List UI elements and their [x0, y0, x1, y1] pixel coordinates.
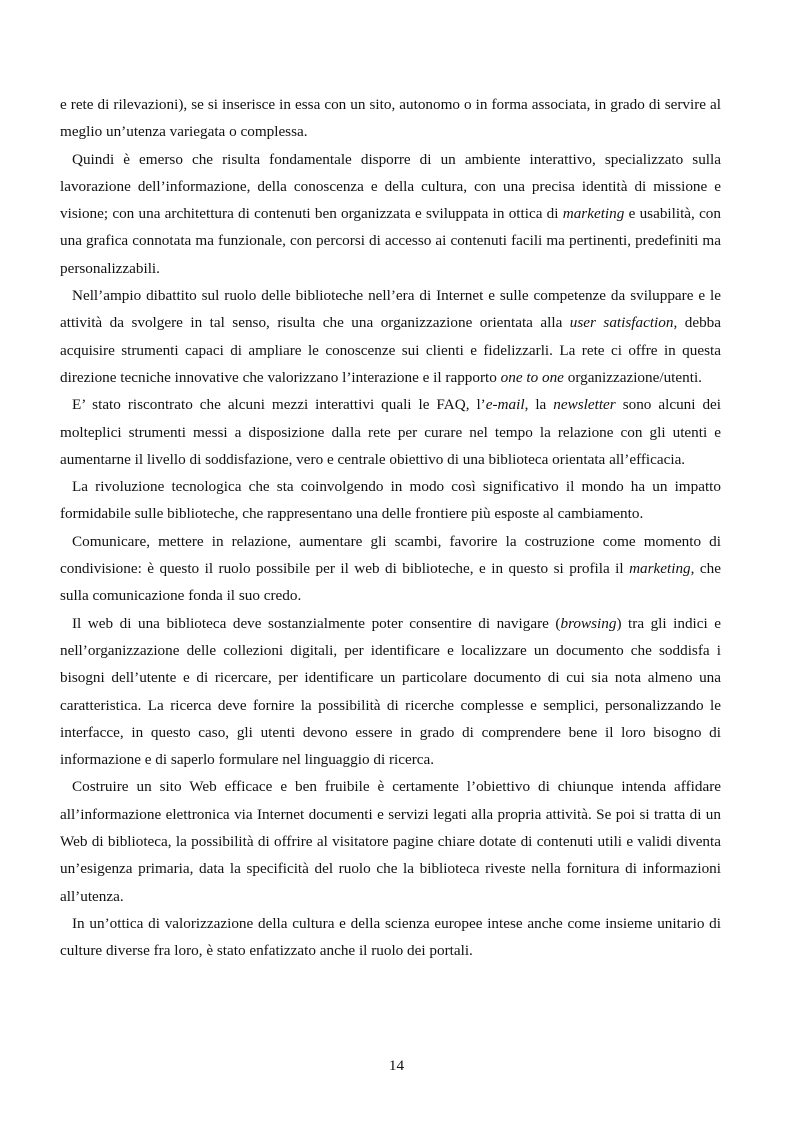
italic-run: one to one: [500, 368, 564, 386]
text-run: sono alcuni dei molteplici strumenti messi a disposizione dalla rete per curare nel tempo la relazione con gli utenti e aumentarne il livello di soddisfazione, vero e centrale obiettivo di una biblioteca orientata all’efficacia.: [60, 396, 722, 468]
text-run: , che sulla comunicazione fonda il suo credo.: [60, 560, 721, 605]
text-run: Comunicare, mettere in relazione, aumentare gli scambi, favorire la costruzione come momento di condivisione: è questo il ruolo possibile per il web di biblioteche, e in questo si profila il: [60, 532, 721, 578]
text-run: , debba acquisire strumenti capaci di ampliare le conoscenze sui clienti e fidelizzarli. La rete ci offre in questa direzione tecniche innovative che valorizzano l’interazione e il rapporto: [60, 314, 721, 386]
text-run: Nell’ampio dibattito sul ruolo delle biblioteche nell’era di Internet e sulle competenze da sviluppare e le attività da svolgere in tal senso, risulta che una organizzazione orientata alla: [60, 287, 721, 332]
text-run: ) tra gli indici e nell’organizzazione delle collezioni digitali, per identificare e localizzare un documento che soddisfa i bisogni dell’utente e di ricercare, per identificare un particolare documento di cui sia nota almeno una caratteristica. La ricerca deve fornire la possibilità di ricerche complesse e semplici, personalizzando le interfacce, in questo caso, gli utenti devono essere in grado di comprendere bene il loro bisogno di informazione e di saperlo formulare nel linguaggio di ricerca.: [60, 614, 722, 769]
paragraph: [60, 773, 721, 909]
text-run: , la: [524, 396, 554, 414]
paragraph: [60, 146, 721, 282]
paragraph: [60, 282, 721, 391]
text-run: Costruire un sito Web efficace e ben fruibile è certamente l’obiettivo di chiunque intenda affidare all’informazione elettronica via Internet documenti e servizi legati alla propria attività. Se poi si tratta di un Web di biblioteca, la possibilità di offrire al visitatore pagine chiare dotate di contenuti utili e validi diventa un’esigenza primaria, data la specificità del ruolo che la biblioteca riveste nella fornitura di informazioni all’utenza.: [60, 778, 721, 905]
italic-run: user satisfaction: [569, 314, 674, 332]
paragraph: [60, 610, 721, 774]
paragraph: [60, 391, 721, 473]
text-run: La rivoluzione tecnologica che sta coinvolgendo in modo così significativo il mondo ha un impatto formidabile sulle biblioteche, che rappresentano una delle frontiere più esposte al cambiamento.: [60, 478, 721, 523]
italic-run: e-mail: [485, 396, 525, 414]
page-number: 14: [388, 1057, 405, 1074]
paragraph: [60, 528, 721, 610]
text-run: E’ stato riscontrato che alcuni mezzi interattivi quali le FAQ, l’: [72, 396, 486, 414]
text-run: e usabilità, con una grafica connotata ma funzionale, con percorsi di accesso ai contenuti facili ma pertinenti, predefiniti ma personalizzabili.: [60, 205, 721, 277]
text-run: In un’ottica di valorizzazione della cultura e della scienza europee intese anche come insieme unitario di culture diverse fra loro, è stato enfatizzato anche il ruolo dei portali.: [60, 914, 721, 960]
paragraph: [60, 91, 721, 146]
italic-run: newsletter: [553, 396, 616, 414]
paragraph: [60, 910, 721, 965]
body-text: [60, 91, 721, 965]
text-run: organizzazione/utenti.: [563, 368, 702, 386]
italic-run: marketing: [629, 560, 691, 578]
italic-run: marketing: [562, 205, 625, 223]
italic-run: browsing: [560, 614, 617, 632]
text-run: Quindi è emerso che risulta fondamentale disporre di un ambiente interattivo, specializzato sulla lavorazione dell’informazione, della conoscenza e della cultura, con una precisa identità di missione e visione; con una architettura di contenuti ben organizzata e sviluppata in ottica di: [60, 150, 721, 223]
text-run: e rete di rilevazioni), se si inserisce in essa con un sito, autonomo o in forma associata, in grado di servire al meglio un’utenza variegata o complessa.: [60, 96, 721, 141]
paragraph: [60, 473, 721, 528]
text-run: Il web di una biblioteca deve sostanzialmente poter consentire di navigare (: [72, 614, 561, 632]
